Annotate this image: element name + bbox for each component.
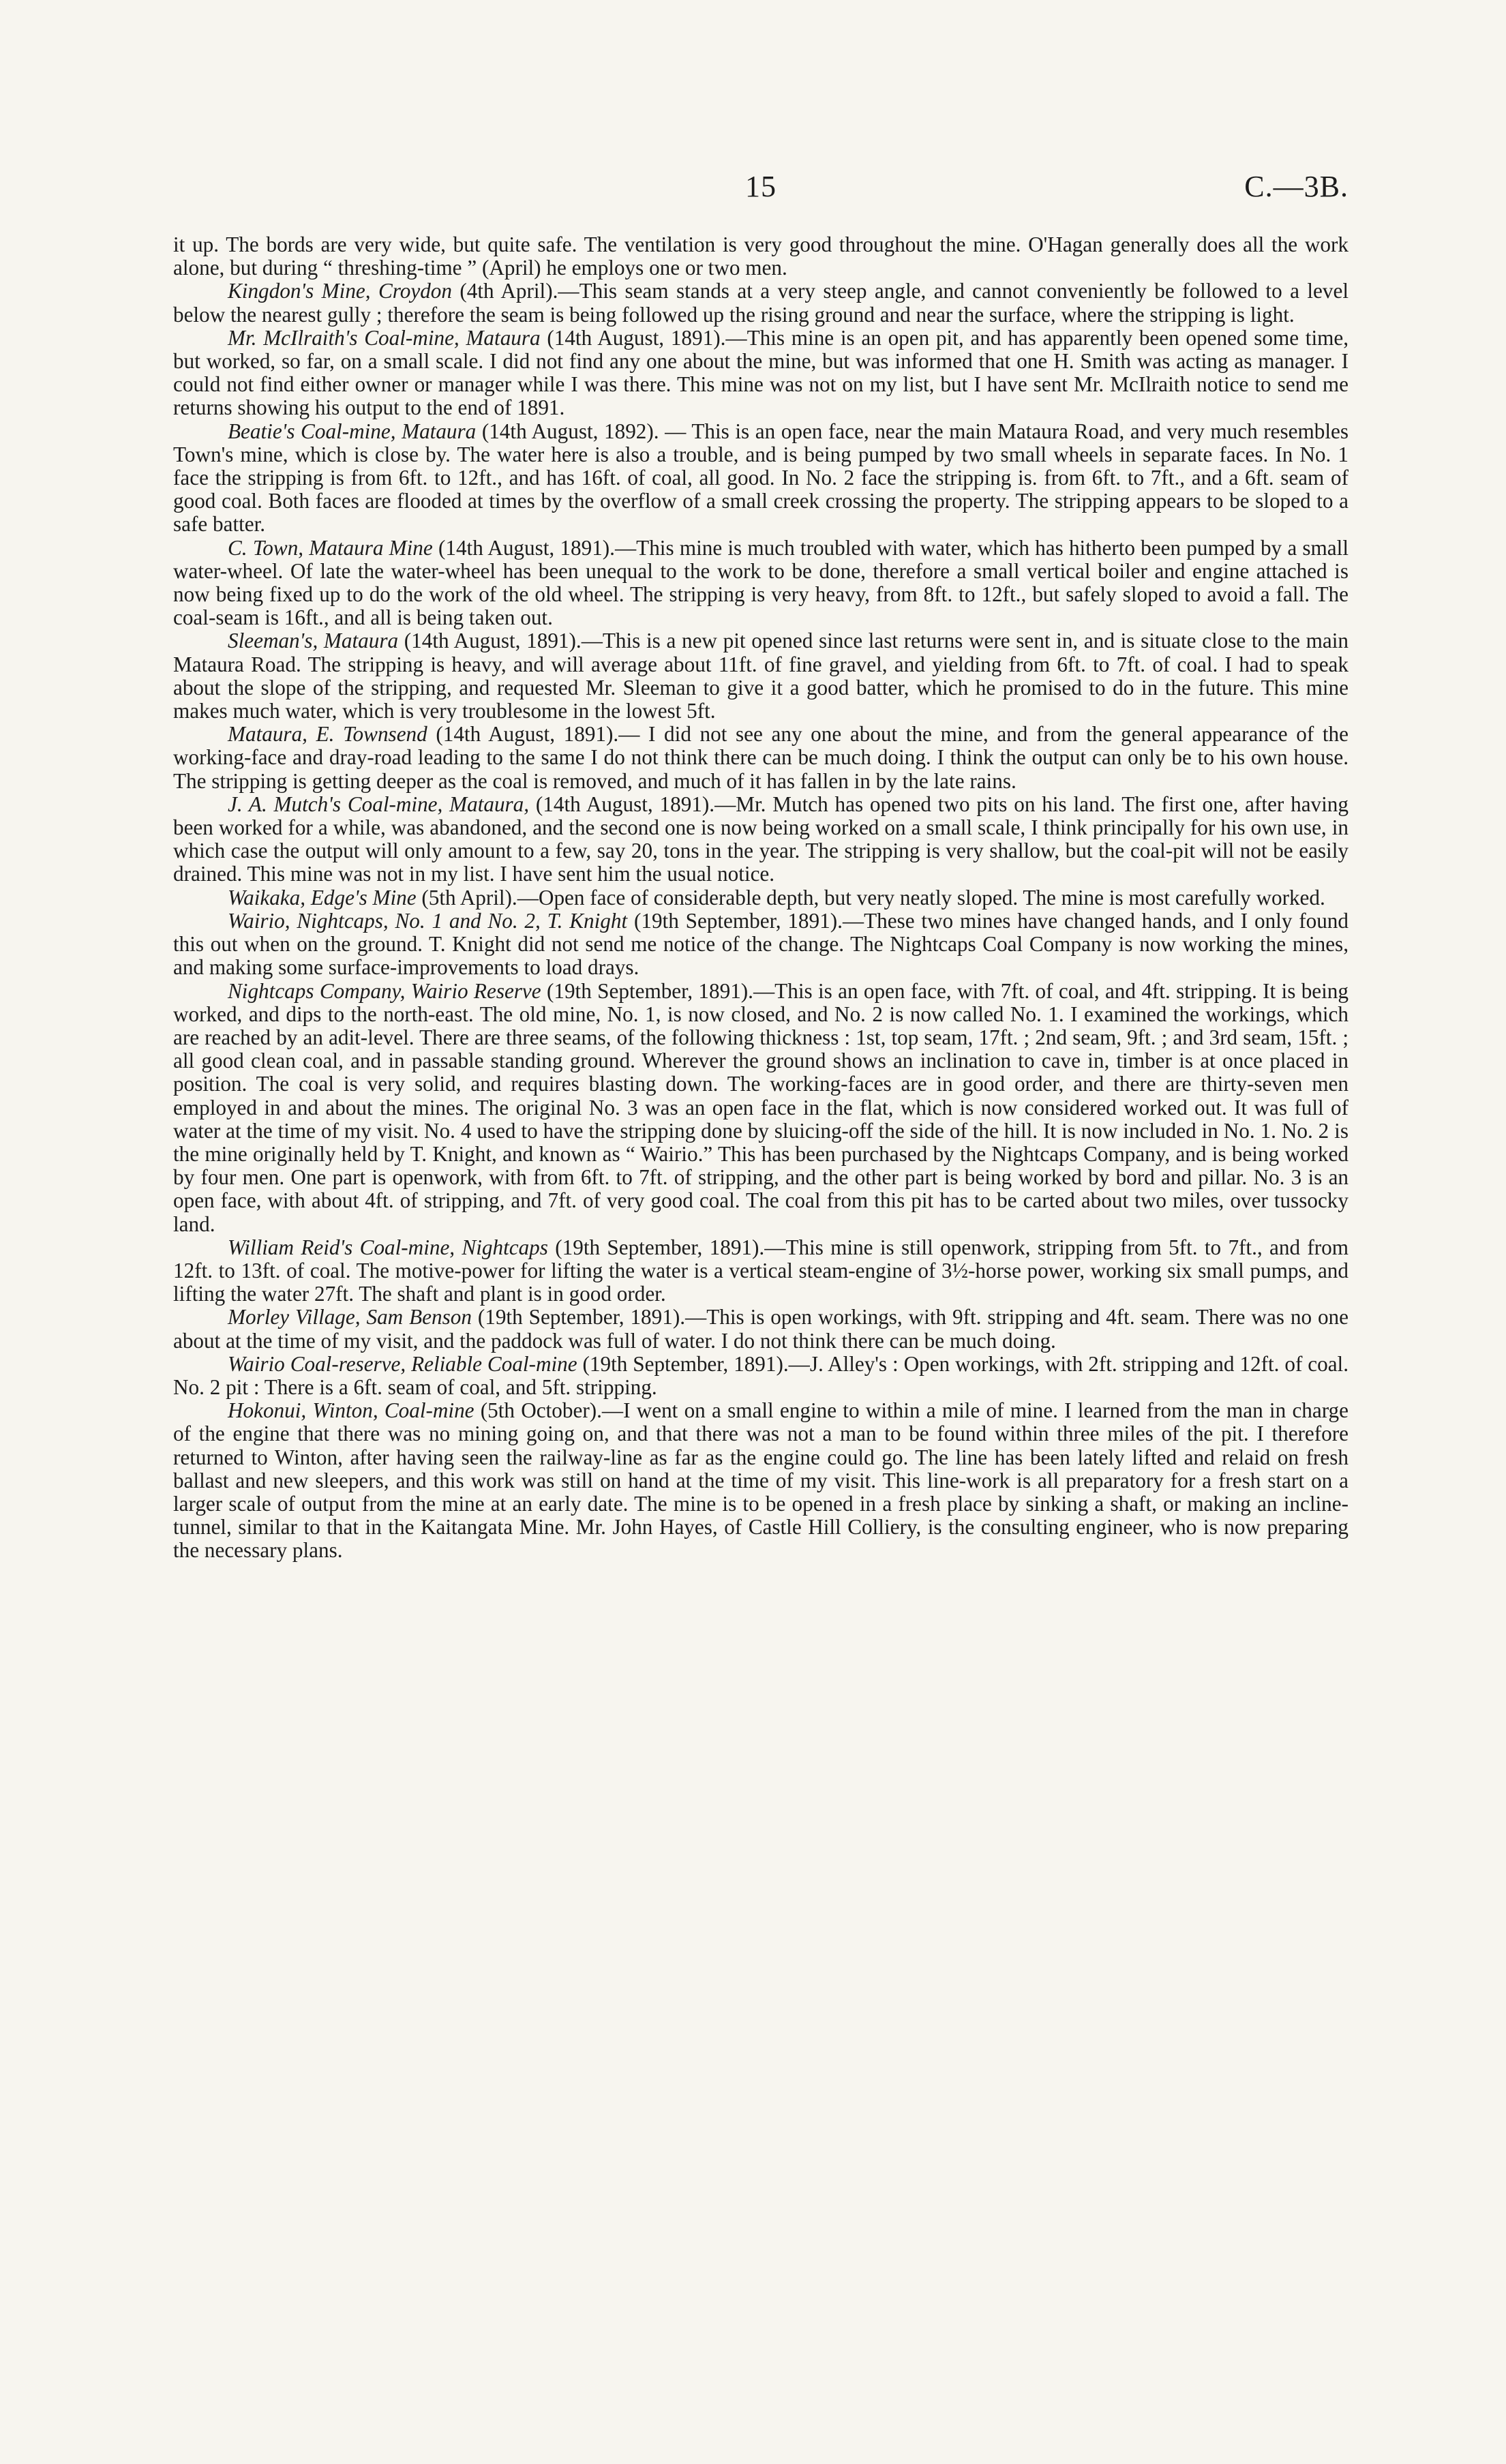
paragraph-text: (5th April).—Open face of considerable depth, but very neatly sloped. The mine is most carefully worked. xyxy=(416,885,1325,910)
paragraph-text: (14th August, 1891).—Mr. Mutch has opened two pits on his land. The first one, after having been worked for a while, was abandoned, and the second one is now being worked on a small scale, I think principally for his own use, in which case the output will only amount to a few, say 20, tons in the year. The stripping is very shallow, but the coal-pit will not be easily drained. This mine was not in my list. I have sent him the usual notice. xyxy=(173,792,1349,886)
paragraph-text: (5th October).—I went on a small engine to within a mile of mine. I learned from the man in charge of the engine that there was no mining going on, and that there was not a man to be found within three miles of the pit. I therefore returned to Winton, after having seen the railway-line as far as the engine could go. The line has been lately lifted and relaid on fresh ballast and new sleepers, and this work was still on hand at the time of my visit. This line-work is all preparatory for a fresh start on a larger scale of output from the mine at an early date. The mine is to be opened in a fresh place by sinking a shaft, or making an incline-tunnel, similar to that in the Kaitangata Mine. Mr. John Hayes, of Castle Hill Colliery, is the consulting engineer, who is now preparing the necessary plans. xyxy=(173,1398,1349,1563)
paragraph-text: (19th September, 1891).—J. Alley's : Open workings, with 2ft. stripping and 12ft. of coal. No. 2 pit : There is a 6ft. seam of coal, and 5ft. stripping. xyxy=(173,1351,1349,1399)
mine-name: Wairio Coal-reserve, Reliable Coal-mine xyxy=(228,1351,577,1376)
mine-name: Nightcaps Company, Wairio Reserve xyxy=(228,978,541,1003)
page-header xyxy=(173,169,1349,210)
document-reference: C.—3B. xyxy=(1244,170,1349,203)
paragraph xyxy=(173,537,1349,630)
mine-name: Mr. McIlraith's Coal-mine, Mataura xyxy=(228,325,541,350)
mine-name: Wairio, Nightcaps, No. 1 and No. 2, T. Knight xyxy=(228,908,628,933)
paragraph xyxy=(173,233,1349,280)
mine-name: William Reid's Coal-mine, Nightcaps xyxy=(228,1235,548,1259)
paragraph xyxy=(173,793,1349,886)
paragraph xyxy=(173,1236,1349,1306)
mine-name: Waikaka, Edge's Mine xyxy=(228,885,417,910)
paragraph-text: (19th September, 1891).—These two mines have changed hands, and I only found this out when on the ground. T. Knight did not send me notice of the change. The Nightcaps Coal Company is now working the mines, and making some surface-improvements to load drays. xyxy=(173,908,1349,980)
paragraph xyxy=(173,1399,1349,1562)
paragraph-text: it up. The bords are very wide, but quite safe. The ventilation is very good throughout the mine. O'Hagan generally does all the work alone, but during “ threshing-time ” (April) he employs one or two men. xyxy=(173,232,1349,280)
paragraph-text: (14th August, 1891).— I did not see any one about the mine, and from the general appearance of the working-face and dray-road leading to the same I do not think there can be much doing. I think the output can only be to his own house. The stripping is getting deeper as the coal is removed, and much of it has fallen in by the late rains. xyxy=(173,722,1349,793)
page-number: 15 xyxy=(745,170,777,203)
paragraph-text: (19th September, 1891).—This is an open face, with 7ft. of coal, and 4ft. stripping. It is being worked, and dips to the north-east. The old mine, No. 1, is now closed, and No. 2 is now called No. 1. I examined the workings, which are reached by an adit-level. There are three seams, of the following thickness : 1st, top seam, 17ft. ; 2nd seam, 9ft. ; and 3rd seam, 15ft. ; all good clean coal, and in passable standing ground. Wherever the ground shows an inclination to cave in, timber is at once placed in position. The coal is very solid, and requires blasting down. The working-faces are in good order, and there are thirty-seven men employed in and about the mines. The original No. 3 was an open face in the flat, which is now considered worked out. It was full of water at the time of my visit. No. 4 used to have the stripping done by sluicing-off the side of the hill. It is now included in No. 1. No. 2 is the mine originally held by T. Knight, and known as “ Wairio.” This has been purchased by the Nightcaps Company, and is being worked by four men. One part is openwork, with from 6ft. to 7ft. of stripping, and the other part is being worked by bord and pillar. No. 3 is an open face, with about 4ft. of stripping, and 7ft. of very good coal. The coal from this pit has to be carted about two miles, over tussocky land. xyxy=(173,978,1349,1236)
mine-name: Sleeman's, Mataura xyxy=(228,629,399,653)
paragraph-text: (14th August, 1891).—This mine is an open pit, and has apparently been opened some time, but worked, so far, on a small scale. I did not find any one about the mine, but was informed that one H. Smith was acting as manager. I could not find either owner or manager while I was there. This mine was not on my list, but I have sent Mr. McIlraith notice to send me returns showing his output to the end of 1891. xyxy=(173,325,1349,420)
paragraph-text: (4th April).—This seam stands at a very steep angle, and cannot conveniently be followed to a level below the nearest gully ; therefore the seam is being followed up the rising ground and near the surface, where the stripping is light. xyxy=(173,279,1349,327)
paragraph-text: (14th August, 1892). — This is an open face, near the main Mataura Road, and very much resembles Town's mine, which is close by. The water here is also a trouble, and is being pumped by two small wheels in separate faces. In No. 1 face the stripping is from 6ft. to 12ft., and has 16ft. of coal, all good. In No. 2 face the stripping is. from 6ft. to 7ft., and a 6ft. seam of good coal. Both faces are flooded at times by the overflow of a small creek crossing the property. The stripping appears to be sloped to a safe batter. xyxy=(173,419,1349,537)
paragraph xyxy=(173,629,1349,723)
paragraph xyxy=(173,1353,1349,1399)
paragraph-text: (14th August, 1891).—This is a new pit opened since last returns were sent in, and is situate close to the main Mataura Road. The stripping is heavy, and will average about 11ft. of fine gravel, and yielding from 6ft. to 7ft. of coal. I had to speak about the slope of the stripping, and requested Mr. Sleeman to give it a good batter, which he promised to do in the future. This mine makes much water, which is very troublesome in the lowest 5ft. xyxy=(173,629,1349,723)
report-body xyxy=(173,233,1349,1563)
mine-name: C. Town, Mataura Mine xyxy=(228,535,433,560)
paragraph-text: (14th August, 1891).—This mine is much troubled with water, which has hitherto been pumped by a small water-wheel. Of late the water-wheel has been unequal to the work to be done, therefore a small vertical boiler and engine attached is now being fixed up to do the work of the old wheel. The stripping is very heavy, from 8ft. to 12ft., but safely sloped to avoid a fall. The coal-seam is 16ft., and all is being taken out. xyxy=(173,535,1349,630)
paragraph xyxy=(173,886,1349,910)
paragraph-text: (19th September, 1891).—This is open workings, with 9ft. stripping and 4ft. seam. There was no one about at the time of my visit, and the paddock was full of water. I do not think there can be much doing. xyxy=(173,1305,1349,1353)
paragraph xyxy=(173,980,1349,1236)
paragraph xyxy=(173,723,1349,793)
paragraph xyxy=(173,910,1349,980)
mine-name: J. A. Mutch's Coal-mine, Mataura, xyxy=(228,792,530,816)
mine-name: Kingdon's Mine, Croydon xyxy=(228,279,452,303)
paragraph xyxy=(173,327,1349,420)
paragraph xyxy=(173,280,1349,326)
mine-name: Morley Village, Sam Benson xyxy=(228,1305,472,1329)
paragraph xyxy=(173,420,1349,537)
mine-name: Hokonui, Winton, Coal-mine xyxy=(228,1398,475,1423)
mine-name: Beatie's Coal-mine, Mataura xyxy=(228,419,477,443)
mine-name: Mataura, E. Townsend xyxy=(228,722,427,747)
paragraph xyxy=(173,1306,1349,1352)
paragraph-text: (19th September, 1891).—This mine is still openwork, stripping from 5ft. to 7ft., and from 12ft. to 13ft. of coal. The motive-power for lifting the water is a vertical steam-engine of 3½-horse power, working six small pumps, and lifting the water 27ft. The shaft and plant is in good order. xyxy=(173,1235,1349,1306)
